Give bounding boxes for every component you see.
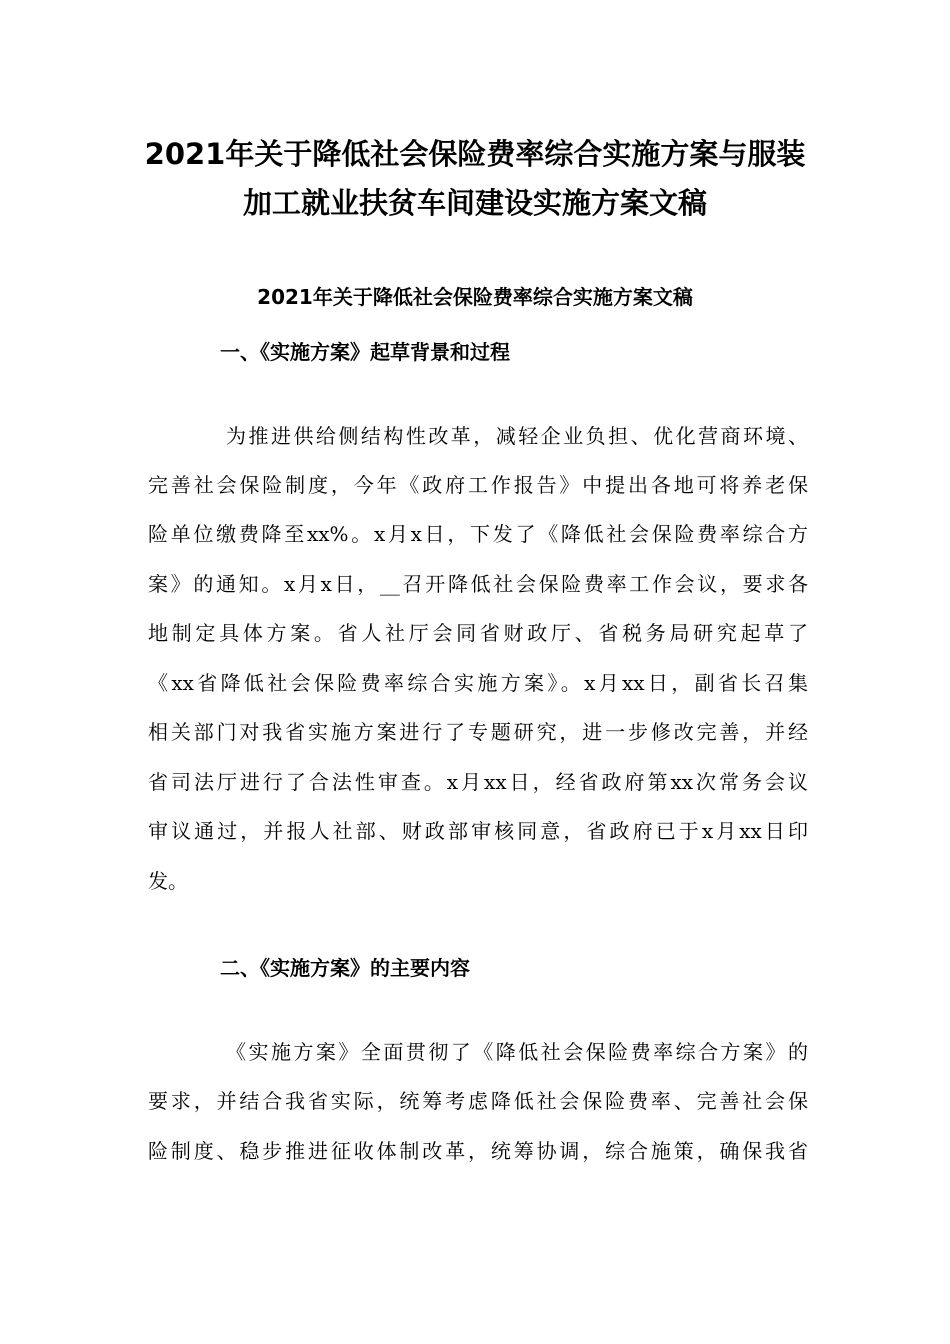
- section-2-line: 《实施方案》全面贯彻了《降低社会保险费率综合方案》的: [226, 1040, 808, 1064]
- section-2-heading: 二、《实施方案》的主要内容: [220, 956, 470, 980]
- section-1-line: 地制定具体方案。省人社厅会同省财政厅、省税务局研究起草了: [148, 621, 808, 645]
- document-subtitle: 2021年关于降低社会保险费率综合实施方案文稿: [257, 285, 693, 309]
- section-2-line: 险制度、稳步推进征收体制改革，统筹协调，综合施策，确保我省: [148, 1139, 808, 1163]
- document-title-line-1: 2021年关于降低社会保险费率综合实施方案与服装: [144, 137, 806, 171]
- section-1-heading: 一、《实施方案》起草背景和过程: [220, 340, 510, 364]
- section-1-line: 为推进供给侧结构性改革，减轻企业负担、优化营商环境、: [226, 424, 808, 448]
- section-1-line: 险单位缴费降至xx%。x月x日，下发了《降低社会保险费率综合方: [148, 522, 808, 546]
- document-title-line-2: 加工就业扶贫车间建设实施方案文稿: [242, 186, 707, 220]
- section-1-line: 《xx省降低社会保险费率综合实施方案》。x月xx日，副省长召集: [148, 671, 808, 695]
- section-2-line: 要求，并结合我省实际，统筹考虑降低社会保险费率、完善社会保: [148, 1089, 808, 1113]
- section-1-line: 审议通过，并报人社部、财政部审核同意，省政府已于x月xx日印: [148, 819, 808, 843]
- section-1-line: 省司法厅进行了合法性审查。x月xx日，经省政府第xx次常务会议: [148, 770, 808, 794]
- section-1-line: 案》的通知。x月x日，__召开降低社会保险费率工作会议，要求各: [148, 572, 808, 596]
- section-1-line: 相关部门对我省实施方案进行了专题研究，进一步修改完善，并经: [148, 720, 808, 744]
- section-1-line: 发。: [148, 869, 188, 893]
- section-1-line: 完善社会保险制度，今年《政府工作报告》中提出各地可将养老保: [148, 473, 808, 497]
